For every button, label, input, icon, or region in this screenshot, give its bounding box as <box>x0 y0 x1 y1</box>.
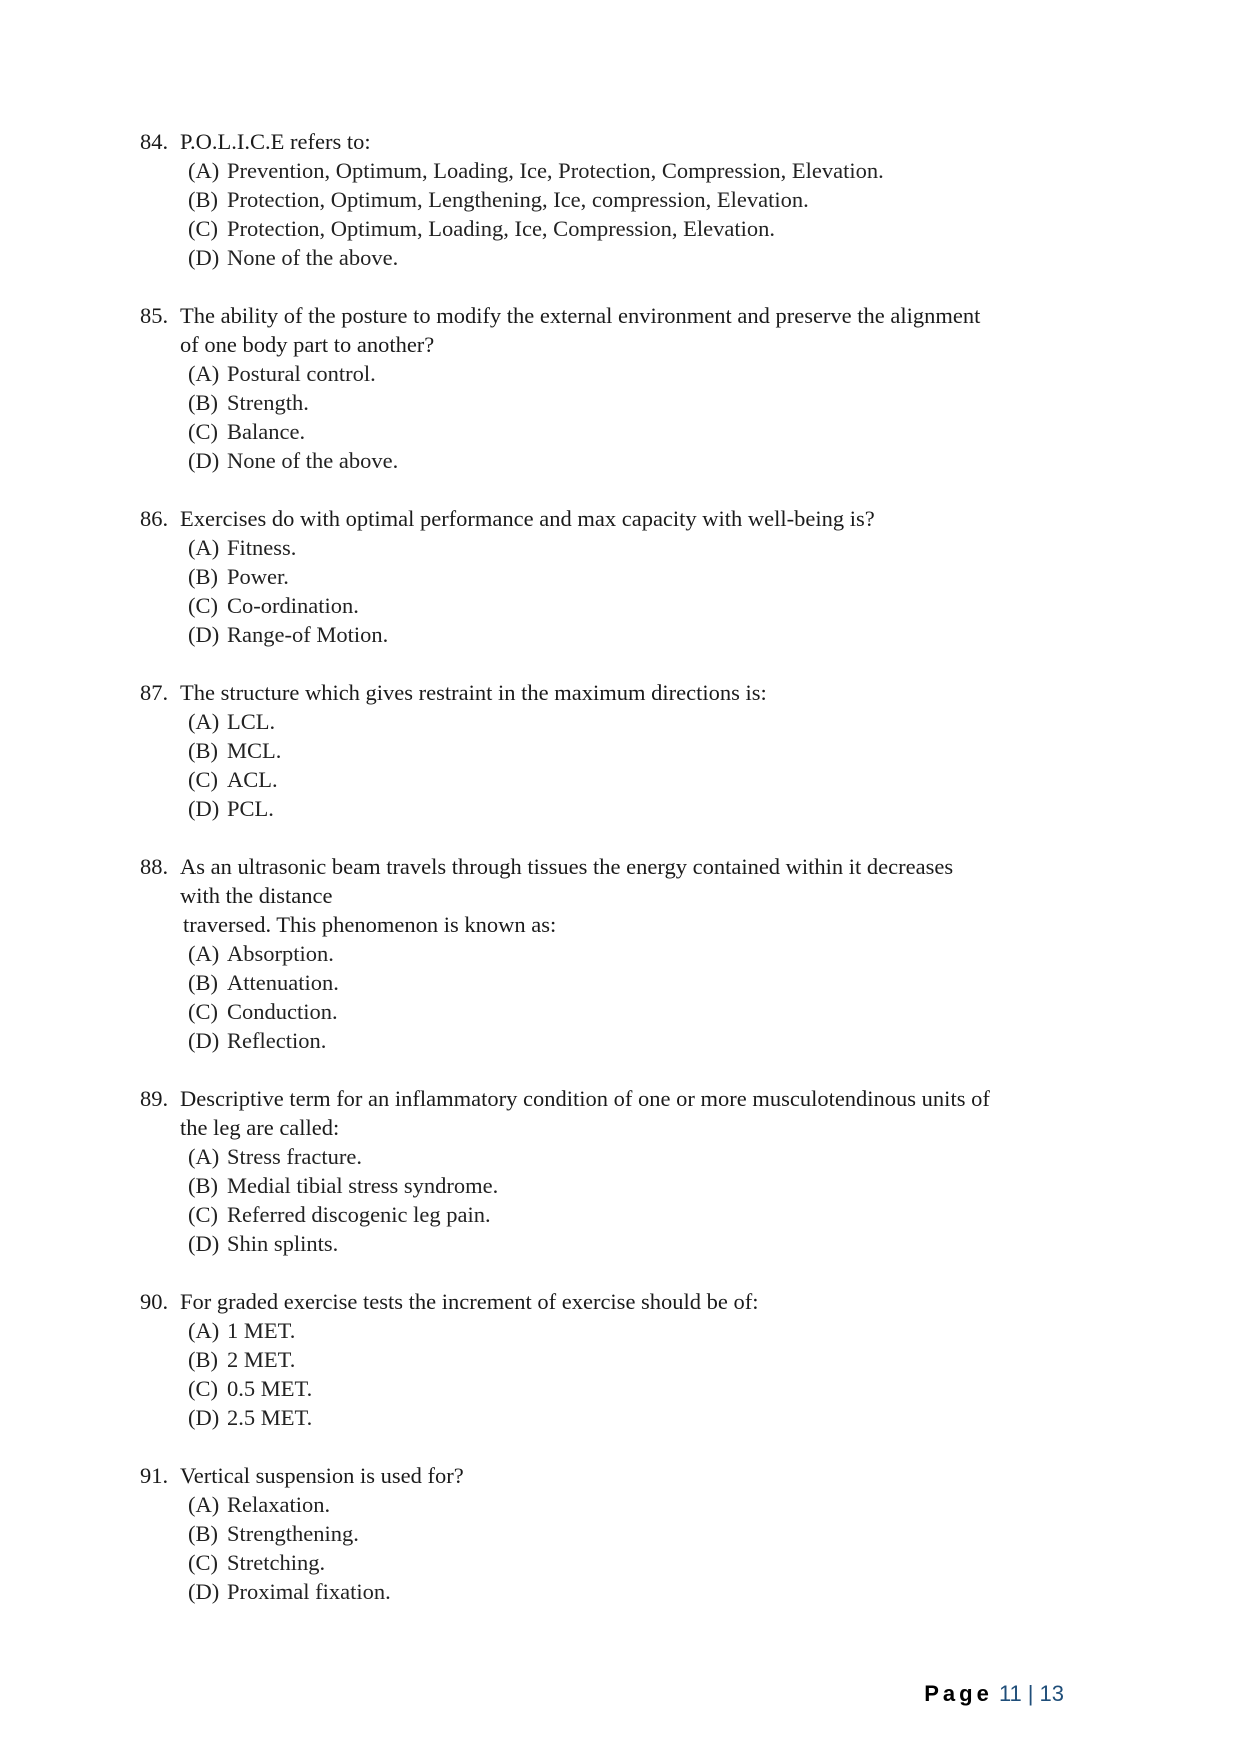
question-text <box>180 852 1100 939</box>
answer-option <box>140 1490 1100 1519</box>
option-text: Stretching. <box>227 1550 326 1575</box>
question-stem <box>140 1287 1100 1316</box>
question-86 <box>140 504 1100 649</box>
question-number: 91. <box>140 1463 169 1488</box>
answer-option <box>140 388 1100 417</box>
option-label: (D) <box>188 448 220 473</box>
option-text: 2 MET. <box>227 1347 296 1372</box>
option-text: Reflection. <box>227 1028 327 1053</box>
option-text: ACL. <box>227 767 278 792</box>
option-label: (C) <box>188 1550 218 1575</box>
option-label: (B) <box>188 1173 218 1198</box>
answer-options <box>140 707 1100 823</box>
answer-option <box>140 968 1100 997</box>
answer-option <box>140 1316 1100 1345</box>
answer-option <box>140 591 1100 620</box>
answer-option <box>140 736 1100 765</box>
option-label: (C) <box>188 1202 218 1227</box>
option-text: Prevention, Optimum, Loading, Ice, Protection, Compression, Elevation. <box>227 158 884 183</box>
footer-current-page: 11 <box>998 1681 1022 1706</box>
answer-option <box>140 765 1100 794</box>
option-text: PCL. <box>227 796 274 821</box>
question-stem <box>140 1461 1100 1490</box>
question-number: 84. <box>140 129 169 154</box>
option-text: Attenuation. <box>227 970 339 995</box>
question-stem <box>140 504 1100 533</box>
answer-option <box>140 939 1100 968</box>
question-stem <box>140 678 1100 707</box>
question-text <box>180 301 1100 359</box>
question-stem <box>140 1084 1100 1142</box>
answer-option <box>140 1026 1100 1055</box>
option-text: MCL. <box>227 738 282 763</box>
option-text: Strengthening. <box>227 1521 359 1546</box>
option-label: (C) <box>188 593 218 618</box>
question-text-line: For graded exercise tests the increment of exercise should be of: <box>180 1289 759 1314</box>
option-label: (B) <box>188 390 218 415</box>
question-89 <box>140 1084 1100 1258</box>
option-text: 2.5 MET. <box>227 1405 313 1430</box>
question-85 <box>140 301 1100 475</box>
answer-option <box>140 997 1100 1026</box>
question-text-line: with the distance <box>180 883 333 908</box>
option-label: (D) <box>188 1579 220 1604</box>
option-label: (A) <box>188 1492 220 1517</box>
option-text: Strength. <box>227 390 309 415</box>
option-label: (B) <box>188 187 218 212</box>
option-label: (A) <box>188 158 220 183</box>
answer-options <box>140 1316 1100 1432</box>
option-label: (A) <box>188 941 220 966</box>
option-text: Conduction. <box>227 999 338 1024</box>
option-text: Postural control. <box>227 361 376 386</box>
answer-option <box>140 446 1100 475</box>
option-label: (B) <box>188 1521 218 1546</box>
answer-option <box>140 156 1100 185</box>
option-label: (A) <box>188 709 220 734</box>
question-number: 89. <box>140 1086 169 1111</box>
question-88 <box>140 852 1100 1055</box>
option-label: (A) <box>188 361 220 386</box>
question-stem <box>140 127 1100 156</box>
answer-options <box>140 359 1100 475</box>
option-text: Fitness. <box>227 535 297 560</box>
answer-options <box>140 156 1100 272</box>
option-text: 0.5 MET. <box>227 1376 313 1401</box>
question-text-line: The ability of the posture to modify the external environment and preserve the alignment <box>180 303 981 328</box>
question-stem <box>140 852 1100 939</box>
question-text-line: Exercises do with optimal performance and max capacity with well-being is? <box>180 506 875 531</box>
question-90 <box>140 1287 1100 1432</box>
option-text: Balance. <box>227 419 306 444</box>
question-number: 88. <box>140 854 169 879</box>
option-label: (B) <box>188 738 218 763</box>
option-text: Proximal fixation. <box>227 1579 391 1604</box>
option-label: (B) <box>188 1347 218 1372</box>
option-text: Protection, Optimum, Lengthening, Ice, compression, Elevation. <box>227 187 809 212</box>
answer-options <box>140 1142 1100 1258</box>
option-text: Absorption. <box>227 941 334 966</box>
question-text-line: Vertical suspension is used for? <box>180 1463 464 1488</box>
option-label: (B) <box>188 970 218 995</box>
answer-option <box>140 1374 1100 1403</box>
question-number: 85. <box>140 303 169 328</box>
question-text-line: P.O.L.I.C.E refers to: <box>180 129 371 154</box>
question-number: 86. <box>140 506 169 531</box>
answer-option <box>140 1171 1100 1200</box>
option-label: (D) <box>188 1405 220 1430</box>
answer-option <box>140 707 1100 736</box>
option-label: (B) <box>188 564 218 589</box>
option-text: Relaxation. <box>227 1492 331 1517</box>
question-number: 87. <box>140 680 169 705</box>
question-text <box>180 678 1100 707</box>
option-text: Co-ordination. <box>227 593 359 618</box>
answer-option <box>140 1519 1100 1548</box>
answer-option <box>140 620 1100 649</box>
option-text: 1 MET. <box>227 1318 296 1343</box>
option-label: (A) <box>188 1318 220 1343</box>
answer-option <box>140 359 1100 388</box>
page-footer <box>0 1679 1064 1709</box>
option-text: None of the above. <box>227 448 399 473</box>
option-text: Protection, Optimum, Loading, Ice, Compression, Elevation. <box>227 216 776 241</box>
question-text-line: the leg are called: <box>180 1115 340 1140</box>
option-label: (C) <box>188 1376 218 1401</box>
question-text <box>180 1461 1100 1490</box>
question-text <box>180 1084 1100 1142</box>
option-label: (C) <box>188 419 218 444</box>
answer-option <box>140 243 1100 272</box>
option-text: Shin splints. <box>227 1231 339 1256</box>
question-84 <box>140 127 1100 272</box>
question-text <box>180 127 1100 156</box>
question-text-line: traversed. This phenomenon is known as: <box>183 912 557 937</box>
answer-option <box>140 1142 1100 1171</box>
question-list <box>140 127 1100 1635</box>
question-text-line: The structure which gives restraint in the maximum directions is: <box>180 680 767 705</box>
option-text: Referred discogenic leg pain. <box>227 1202 491 1227</box>
answer-option <box>140 1403 1100 1432</box>
option-text: None of the above. <box>227 245 399 270</box>
question-87 <box>140 678 1100 823</box>
option-text: Stress fracture. <box>227 1144 362 1169</box>
answer-option <box>140 1548 1100 1577</box>
answer-option <box>140 1229 1100 1258</box>
answer-options <box>140 533 1100 649</box>
answer-options <box>140 939 1100 1055</box>
question-text <box>180 504 1100 533</box>
option-label: (D) <box>188 1028 220 1053</box>
option-label: (D) <box>188 1231 220 1256</box>
question-text-line: of one body part to another? <box>180 332 435 357</box>
question-91 <box>140 1461 1100 1606</box>
answer-option <box>140 1345 1100 1374</box>
option-label: (D) <box>188 245 220 270</box>
option-text: Range-of Motion. <box>227 622 389 647</box>
option-text: Medial tibial stress syndrome. <box>227 1173 499 1198</box>
option-label: (A) <box>188 535 220 560</box>
option-text: Power. <box>227 564 289 589</box>
answer-option <box>140 562 1100 591</box>
question-stem <box>140 301 1100 359</box>
option-text: LCL. <box>227 709 276 734</box>
option-label: (A) <box>188 1144 220 1169</box>
answer-option <box>140 417 1100 446</box>
footer-total-pages: 13 <box>1039 1681 1064 1706</box>
question-text-line: As an ultrasonic beam travels through tissues the energy contained within it decreases <box>180 854 954 879</box>
answer-option <box>140 533 1100 562</box>
footer-page-word: Page <box>924 1681 993 1706</box>
option-label: (D) <box>188 622 220 647</box>
answer-option <box>140 185 1100 214</box>
answer-option <box>140 1577 1100 1606</box>
answer-option <box>140 214 1100 243</box>
answer-option <box>140 794 1100 823</box>
question-number: 90. <box>140 1289 169 1314</box>
option-label: (D) <box>188 796 220 821</box>
option-label: (C) <box>188 216 218 241</box>
option-label: (C) <box>188 999 218 1024</box>
answer-options <box>140 1490 1100 1606</box>
option-label: (C) <box>188 767 218 792</box>
question-text-line: Descriptive term for an inflammatory condition of one or more musculotendinous units of <box>180 1086 990 1111</box>
answer-option <box>140 1200 1100 1229</box>
footer-separator: | <box>1027 1681 1034 1706</box>
question-text <box>180 1287 1100 1316</box>
